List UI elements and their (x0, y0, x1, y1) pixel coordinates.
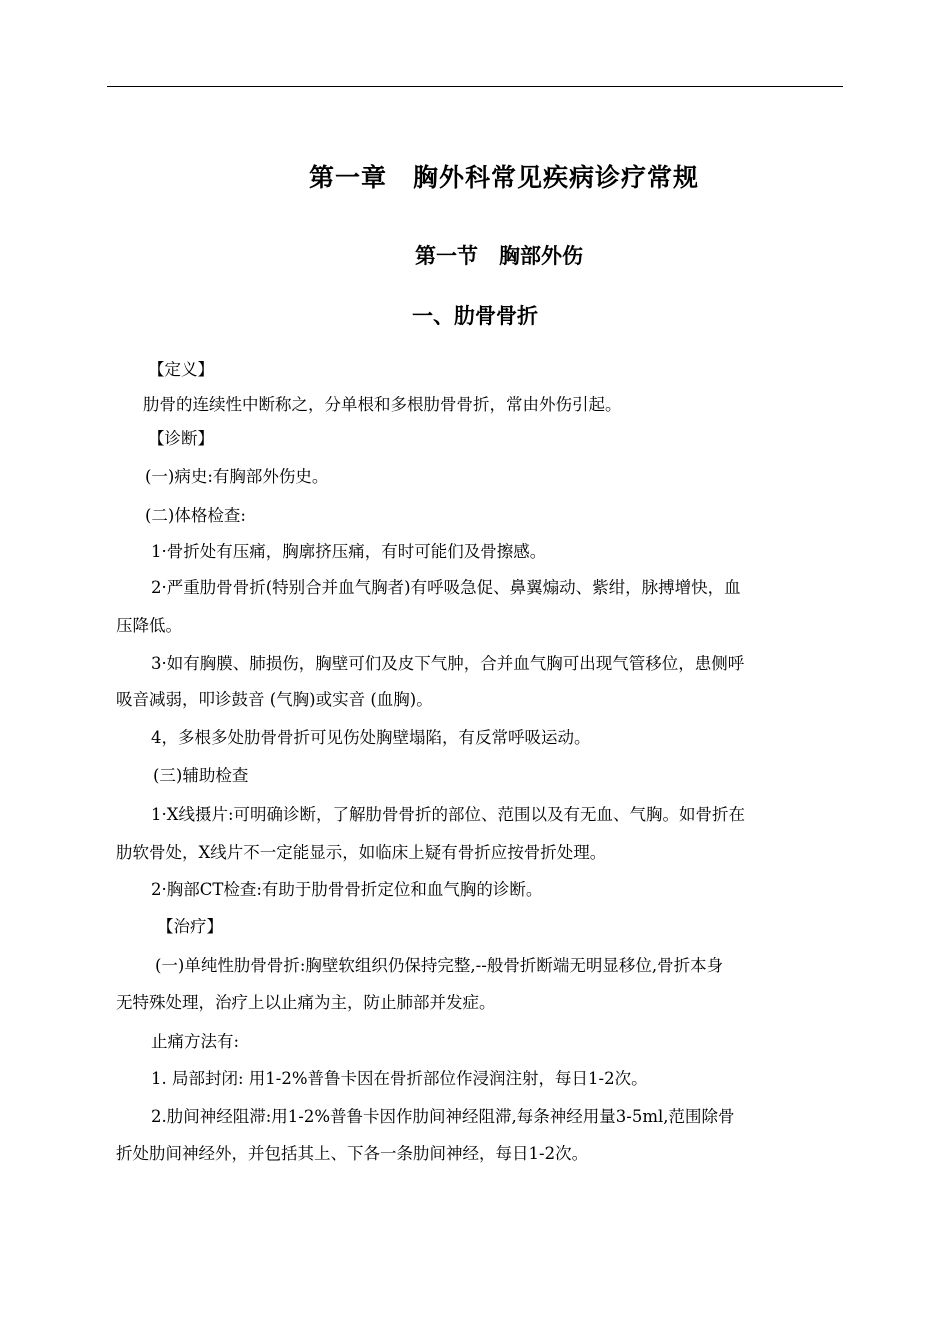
heading-diagnosis: 【诊断】 (148, 429, 214, 448)
paragraph-line: (三)辅助检查 (153, 766, 249, 785)
paragraph-line: 吸音减弱，叩诊鼓音 (气胸)或实音 (血胸)。 (116, 690, 433, 709)
paragraph-line: 1. 局部封闭: 用1-2%普鲁卡因在骨折部位作浸润注射，每日1-2次。 (151, 1069, 648, 1088)
paragraph-line: (一)病史:有胸部外伤史。 (145, 467, 329, 486)
paragraph-line: (二)体格检查: (145, 506, 246, 525)
header-rule (107, 86, 843, 87)
paragraph-line: 肋骨的连续性中断称之，分单根和多根肋骨骨折，常由外伤引起。 (143, 395, 622, 414)
subsection-title: 一、肋骨骨折 (412, 304, 538, 328)
paragraph-line: 2.肋间神经阻滞:用1-2%普鲁卡因作肋间神经阻滞,每条神经用量3-5ml,范围除骨 (151, 1107, 735, 1126)
paragraph-line: 折处肋间神经外，并包括其上、下各一条肋间神经，每日1-2次。 (116, 1144, 589, 1163)
paragraph-line: 1·骨折处有压痛，胸廓挤压痛，有时可能们及骨擦感。 (151, 542, 547, 561)
paragraph-line: 2·严重肋骨骨折(特别合并血气胸者)有呼吸急促、鼻翼煽动、紫绀，脉搏增快，血 (151, 578, 741, 597)
chapter-title: 第一章 胸外科常见疾病诊疗常规 (308, 163, 699, 192)
paragraph-line: 肋软骨处，X线片不一定能显示，如临床上疑有骨折应按骨折处理。 (116, 843, 607, 862)
heading-treatment: 【治疗】 (157, 917, 223, 936)
paragraph-line: 2·胸部CT检查:有助于肋骨骨折定位和血气胸的诊断。 (151, 880, 543, 899)
paragraph-line: 4，多根多处肋骨骨折可见伤处胸壁塌陷，有反常呼吸运动。 (151, 728, 591, 747)
paragraph-line: 1·X线摄片:可明确诊断，了解肋骨骨折的部位、范围以及有无血、气胸。如骨折在 (151, 805, 746, 824)
paragraph-line: 无特殊处理，治疗上以止痛为主，防止肺部并发症。 (116, 993, 496, 1012)
heading-definition: 【定义】 (148, 360, 214, 379)
paragraph-line: (一)单纯性肋骨骨折:胸壁软组织仍保持完整,--般骨折断端无明显移位,骨折本身 (155, 956, 724, 975)
paragraph-line: 止痛方法有: (151, 1032, 240, 1051)
section-title: 第一节 胸部外伤 (415, 244, 583, 268)
paragraph-line: 压降低。 (116, 616, 182, 635)
paragraph-line: 3·如有胸膜、肺损伤，胸壁可们及皮下气肿，合并血气胸可出现气管移位，患侧呼 (151, 654, 745, 673)
